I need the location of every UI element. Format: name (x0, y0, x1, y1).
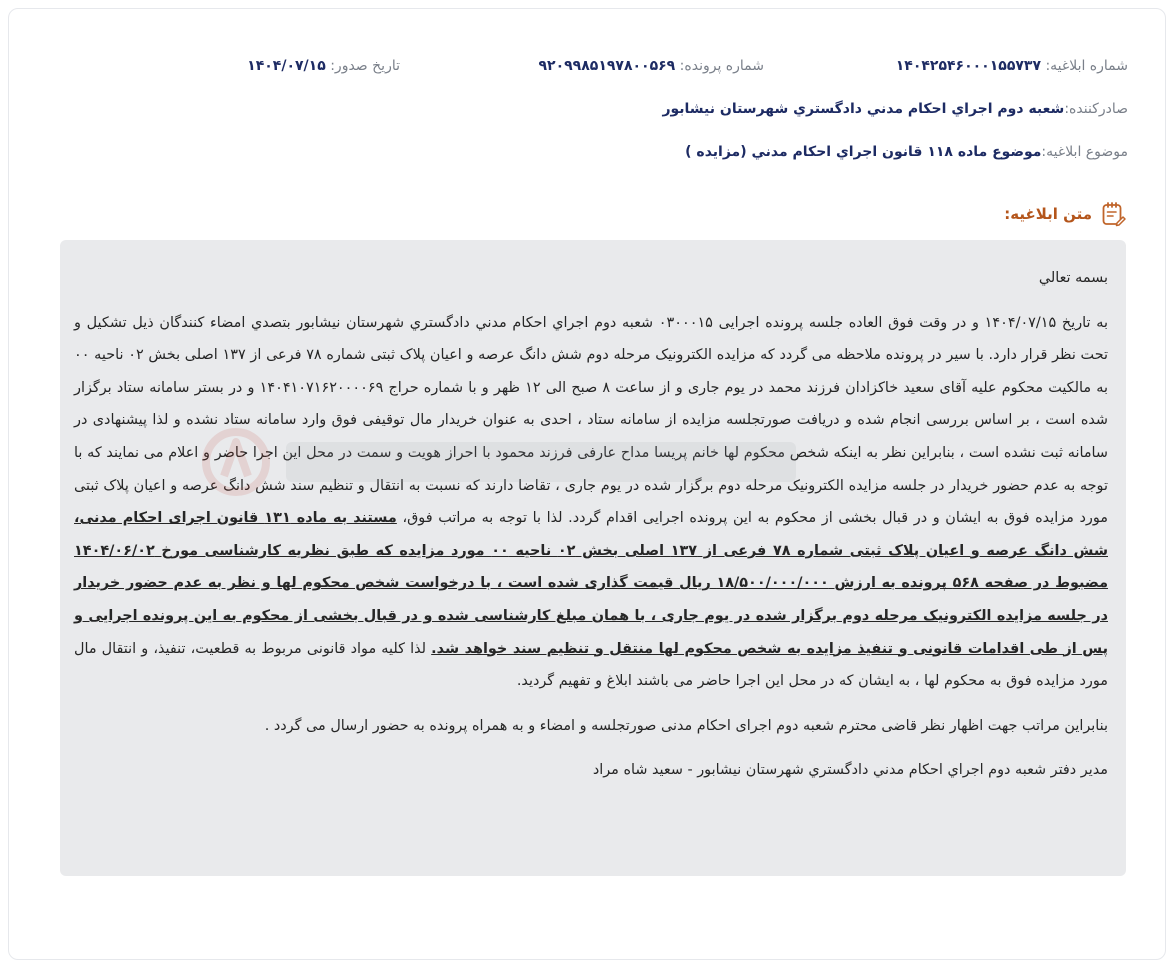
notice-send-line: بنابراین مراتب جهت اظهار نظر قاضی محترم شعبه دوم اجرای احکام مدنی صورتجلسه و امضاء و به همراه پرونده به حضور ارسال می گردد . (264, 717, 1108, 734)
meta-row-issuer (46, 101, 1128, 117)
case-number-group (539, 58, 765, 74)
notice-text-heading-label: متن ابلاغیه: (1004, 205, 1092, 223)
notice-number-value: ۱۴۰۴۲۵۴۶۰۰۰۱۵۵۷۳۷ (895, 58, 1041, 74)
document-note-icon (1100, 201, 1126, 227)
notice-body-intro: به تاریخ ۱۴۰۴/۰۷/۱۵ و در وقت فوق العاده جلسه پرونده اجرایی ۰۳۰۰۰۱۵ شعبه دوم اجراي احكام مدني دادگستري شهرستان نيشابور بتصدي امضاء کنندگان ذیل تشکیل و تحت نظر قرار دارد. با سیر در پرونده ملاحظه می گردد که مزایده الکترونیک مرحله دوم شش دانگ عرصه و اعیان پلاک ثبتی شماره ۷۸ فرعی از ۱۳۷ اصلی بخش ۰۲ ناحیه ۰۰ به مالکیت محکوم علیه آقای سعید خاکزادان فرزند محمد در یوم جاری و از ساعت ۸ صبح الی ۱۲ ظهر و با شماره حراج ۱۴۰۴۱۰۷۱۶۲۰۰۰۰۶۹ و در بستر سامانه ستاد برگزار شده است ، بر اساس بررسی انجام شده و دریافت صورتجلسه مزایده از سامانه ستاد ، احدی به عنوان خریدار مال توقیفی فوق وارد سامانه ستاد نشده و لذا پیشنهادی در سامانه ثبت نشده است ، بنابراین نظر به اینکه شخص محکوم لها خانم پریسا مداح عارفی فرزند محمود با احراز هویت و سمت در محل این اجرا حاضر و اعلام می نمایند که با توجه به عدم حضور خریدار در جلسه مزایده الکترونیک مرحله دوم برگزار شده در یوم جاری ، تقاضا دارند که نسبت به انتقال و تنظیم سند شش دانگ عرصه و اعیان پلاک ثبتی مورد مزایده فوق به ایشان و در قبال بخشی از محکوم به این پرونده اجرایی اقدام گردد. لذا با توجه به مراتب فوق، (74, 314, 1109, 527)
issue-date-value: ۱۴۰۴/۰۷/۱۵ (247, 58, 326, 74)
notice-greeting: بسمه تعالي (1038, 270, 1108, 286)
notice-signature: مدیر دفتر شعبه دوم اجراي احكام مدني دادگستري شهرستان نيشابور - سعید شاه مراد (592, 762, 1108, 779)
issuer-label: صادرکننده: (1064, 101, 1128, 117)
notice-main-paragraph (74, 307, 1108, 698)
notice-number-label: شماره ابلاغیه: (1045, 58, 1128, 74)
notice-body-outro: لذا کلیه مواد قانونی مربوط به قطعیت، تنفیذ، و انتقال مال مورد مزایده فوق به محکوم لها ، به ایشان که در محل این اجرا حاضر می باشند ابلاغ و تفهیم گردید. (74, 640, 1108, 690)
notice-number-group (896, 58, 1128, 74)
notice-body-emphasis: مستند به ماده ۱۳۱ قانون اجرای احکام مدنی، شش دانگ عرصه و اعیان پلاک ثبتی شماره ۷۸ فرعی از ۱۳۷ اصلی بخش ۰۲ ناحیه ۰۰ مورد مزایده که طبق نظریه کارشناسی مورخ ۱۴۰۴/۰۶/۰۲ مضبوط در صفحه ۵۶۸ پرونده به ارزش ۱۸/۵۰۰/۰۰۰/۰۰۰ ریال قیمت گذاری شده است ، با درخواست شخص محکوم لها و نظر به عدم حضور خریدار در جلسه مزایده الکترونیک مرحله دوم برگزار شده در یوم جاری ، با همان مبلغ کارشناسی شده و در قبال بخشی از محکوم به این پرونده اجرایی و پس از طی اقدامات قانونی و تنفیذ مزایده به شخص محکوم لها منتقل و تنظیم سند خواهد شد. (74, 510, 1109, 657)
issuer-value: شعبه دوم اجراي احكام مدني دادگستري شهرستان نيشابور (662, 101, 1065, 117)
notice-text-heading (1004, 201, 1126, 227)
issue-date-group (247, 58, 400, 74)
case-number-value: ۹۲۰۹۹۸۵۱۹۷۸۰۰۵۶۹ (538, 58, 676, 74)
subject-value: موضوع ماده ۱۱۸ قانون اجراي احكام مدني (مزايده ) (685, 144, 1042, 160)
subject-label: موضوع ابلاغیه: (1041, 144, 1128, 160)
issue-date-label: تاریخ صدور: (330, 58, 400, 74)
case-number-label: شماره پرونده: (679, 58, 764, 74)
meta-row-subject (46, 144, 1128, 160)
notice-body (60, 240, 1126, 876)
